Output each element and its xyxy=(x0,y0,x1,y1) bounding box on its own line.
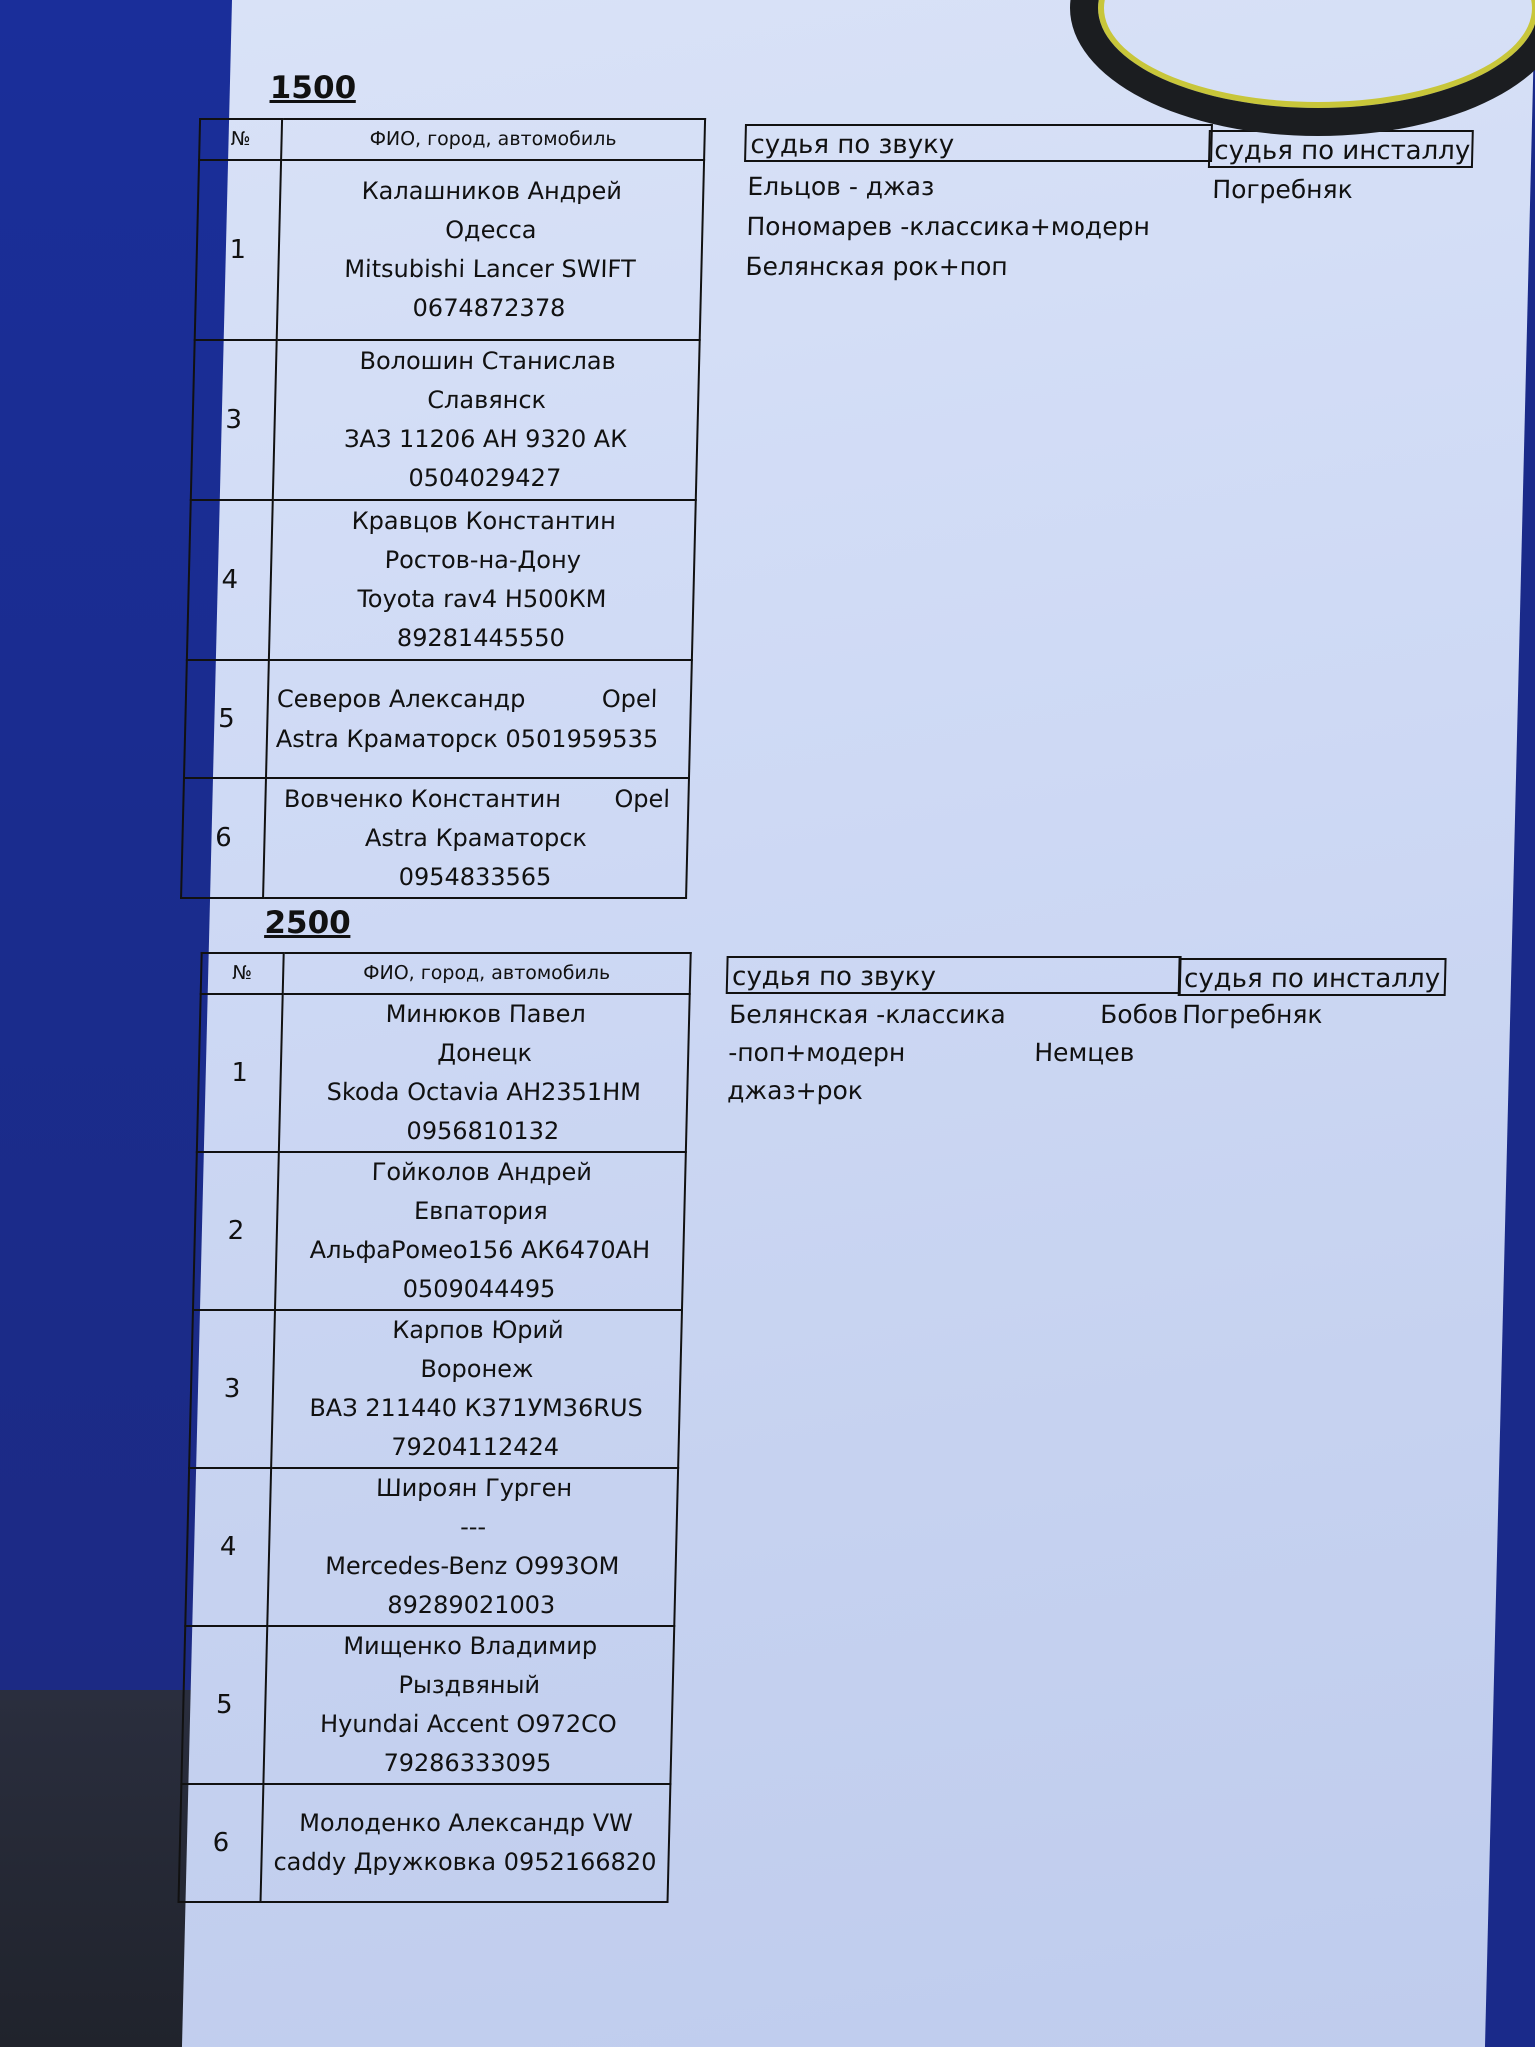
table-row xyxy=(181,1626,674,1784)
row-line: 89281445550 xyxy=(396,624,566,652)
table-row xyxy=(181,778,689,898)
row-line: Рыздвяный xyxy=(398,1671,541,1699)
install-judge-header: судья по инсталлу xyxy=(1178,958,1447,996)
row-line: Astra Краматорск 0501959535 xyxy=(275,725,659,753)
row-line: Ростов-на-Дону xyxy=(384,546,582,574)
row-line: Mitsubishi Lancer SWIFT xyxy=(343,255,636,283)
row-line: АльфаРомео156 АК6470АН xyxy=(309,1236,651,1264)
row-info xyxy=(269,500,696,660)
row-line: 79204112424 xyxy=(390,1433,560,1461)
row-num: 5 xyxy=(181,1626,267,1784)
install-judge-header: судья по инсталлу xyxy=(1208,130,1474,168)
row-line: Mercedes-Benz О993ОМ xyxy=(324,1552,620,1580)
row-num: 6 xyxy=(181,778,266,898)
sound-judge: -поп+модерн xyxy=(727,1038,906,1067)
row-line: Молоденко Александр VW xyxy=(298,1809,634,1837)
row-line: ЗАЗ 11206 АН 9320 АК xyxy=(343,425,628,453)
row-line: Hyundai Accent О972СО xyxy=(319,1710,618,1738)
row-line: Мищенко Владимир xyxy=(343,1632,598,1660)
row-num: 3 xyxy=(189,1310,275,1468)
row-info xyxy=(275,1152,686,1310)
row-line: 0509044495 xyxy=(402,1275,556,1303)
row-info xyxy=(266,660,692,778)
row-line: Калашников Андрей xyxy=(361,177,623,205)
row-line: Славянск xyxy=(426,386,547,414)
table-row xyxy=(189,1310,682,1468)
row-line: Вовченко Константин Opel xyxy=(283,784,671,813)
row-line: 0956810132 xyxy=(406,1117,560,1145)
row-line: --- xyxy=(459,1513,487,1541)
table-row xyxy=(191,340,700,500)
sound-judge: Немцев xyxy=(1033,1038,1135,1067)
install-judge: Погребняк xyxy=(1181,1000,1323,1029)
row-num: 6 xyxy=(179,1784,264,1902)
header-info: ФИО, город, автомобиль xyxy=(283,953,691,994)
row-line: Кравцов Константин xyxy=(351,507,617,535)
row-num: 1 xyxy=(195,160,281,340)
section-title-1500: 1500 xyxy=(269,70,357,106)
row-info xyxy=(273,340,700,500)
row-info xyxy=(277,160,704,340)
header-info: ФИО, город, автомобиль xyxy=(281,119,705,160)
row-line: Минюков Павел xyxy=(385,1000,587,1028)
table-header xyxy=(201,953,691,994)
row-line: Toyota rav4 Н500КМ xyxy=(356,585,607,613)
sound-judge: Ельцов - джаз xyxy=(747,172,935,201)
sound-judge: Белянская -классика xyxy=(728,1000,1007,1029)
table-row xyxy=(187,500,696,660)
row-line: 0674872378 xyxy=(412,294,566,322)
table-row xyxy=(193,1152,686,1310)
row-line: Волошин Станислав xyxy=(359,347,617,375)
install-judge: Погребняк xyxy=(1212,175,1354,204)
paper-sheet xyxy=(182,0,1535,2047)
row-line: Карпов Юрий xyxy=(391,1316,565,1344)
row-line: Донецк xyxy=(437,1039,533,1067)
sound-judge: Белянская рок+поп xyxy=(745,252,1009,281)
table-header xyxy=(199,119,705,160)
table-row xyxy=(195,160,704,340)
row-num: 4 xyxy=(185,1468,271,1626)
sound-judge: джаз+рок xyxy=(726,1076,864,1105)
row-info xyxy=(263,778,689,898)
table-1500 xyxy=(180,118,706,899)
header-num: № xyxy=(199,119,282,160)
row-line: 79286333095 xyxy=(383,1749,552,1777)
row-info xyxy=(267,1468,678,1626)
row-line: Евпатория xyxy=(413,1197,549,1225)
row-num: 3 xyxy=(191,340,277,500)
row-line: 0504029427 xyxy=(408,464,562,492)
row-num: 2 xyxy=(193,1152,279,1310)
row-line: caddy Дружковка 0952166820 xyxy=(273,1848,657,1876)
row-line: Широян Гурген xyxy=(375,1474,573,1502)
row-info xyxy=(261,1784,671,1902)
row-line: 89289021003 xyxy=(386,1591,556,1619)
row-line: Воронеж xyxy=(420,1355,534,1383)
table-row xyxy=(197,994,690,1152)
section-title-2500: 2500 xyxy=(264,905,352,941)
table-row xyxy=(184,660,692,778)
row-num: 5 xyxy=(184,660,269,778)
sound-judge-header: судья по звуку xyxy=(726,956,1182,994)
row-num: 4 xyxy=(187,500,273,660)
row-info xyxy=(271,1310,682,1468)
table-row xyxy=(179,1784,671,1902)
table-row xyxy=(185,1468,678,1626)
table-2500 xyxy=(177,952,691,1903)
row-line: Skoda Octavia АН2351НМ xyxy=(326,1078,642,1106)
row-info xyxy=(279,994,690,1152)
row-line: Северов Александр Opel xyxy=(276,685,658,713)
sound-judge: Пономарев -классика+модерн xyxy=(746,212,1151,241)
row-line: Astra Краматорск xyxy=(364,823,588,852)
row-info xyxy=(263,1626,674,1784)
sound-judge: Бобов xyxy=(1099,1000,1179,1029)
sound-judge-header: судья по звуку xyxy=(744,124,1213,162)
row-line: Одесса xyxy=(444,216,537,244)
row-num: 1 xyxy=(197,994,283,1152)
header-num: № xyxy=(201,953,284,994)
row-line: ВАЗ 211440 К371УМ36RUS xyxy=(309,1394,644,1422)
row-line: Гойколов Андрей xyxy=(371,1158,593,1186)
row-line: 0954833565 xyxy=(398,862,552,891)
